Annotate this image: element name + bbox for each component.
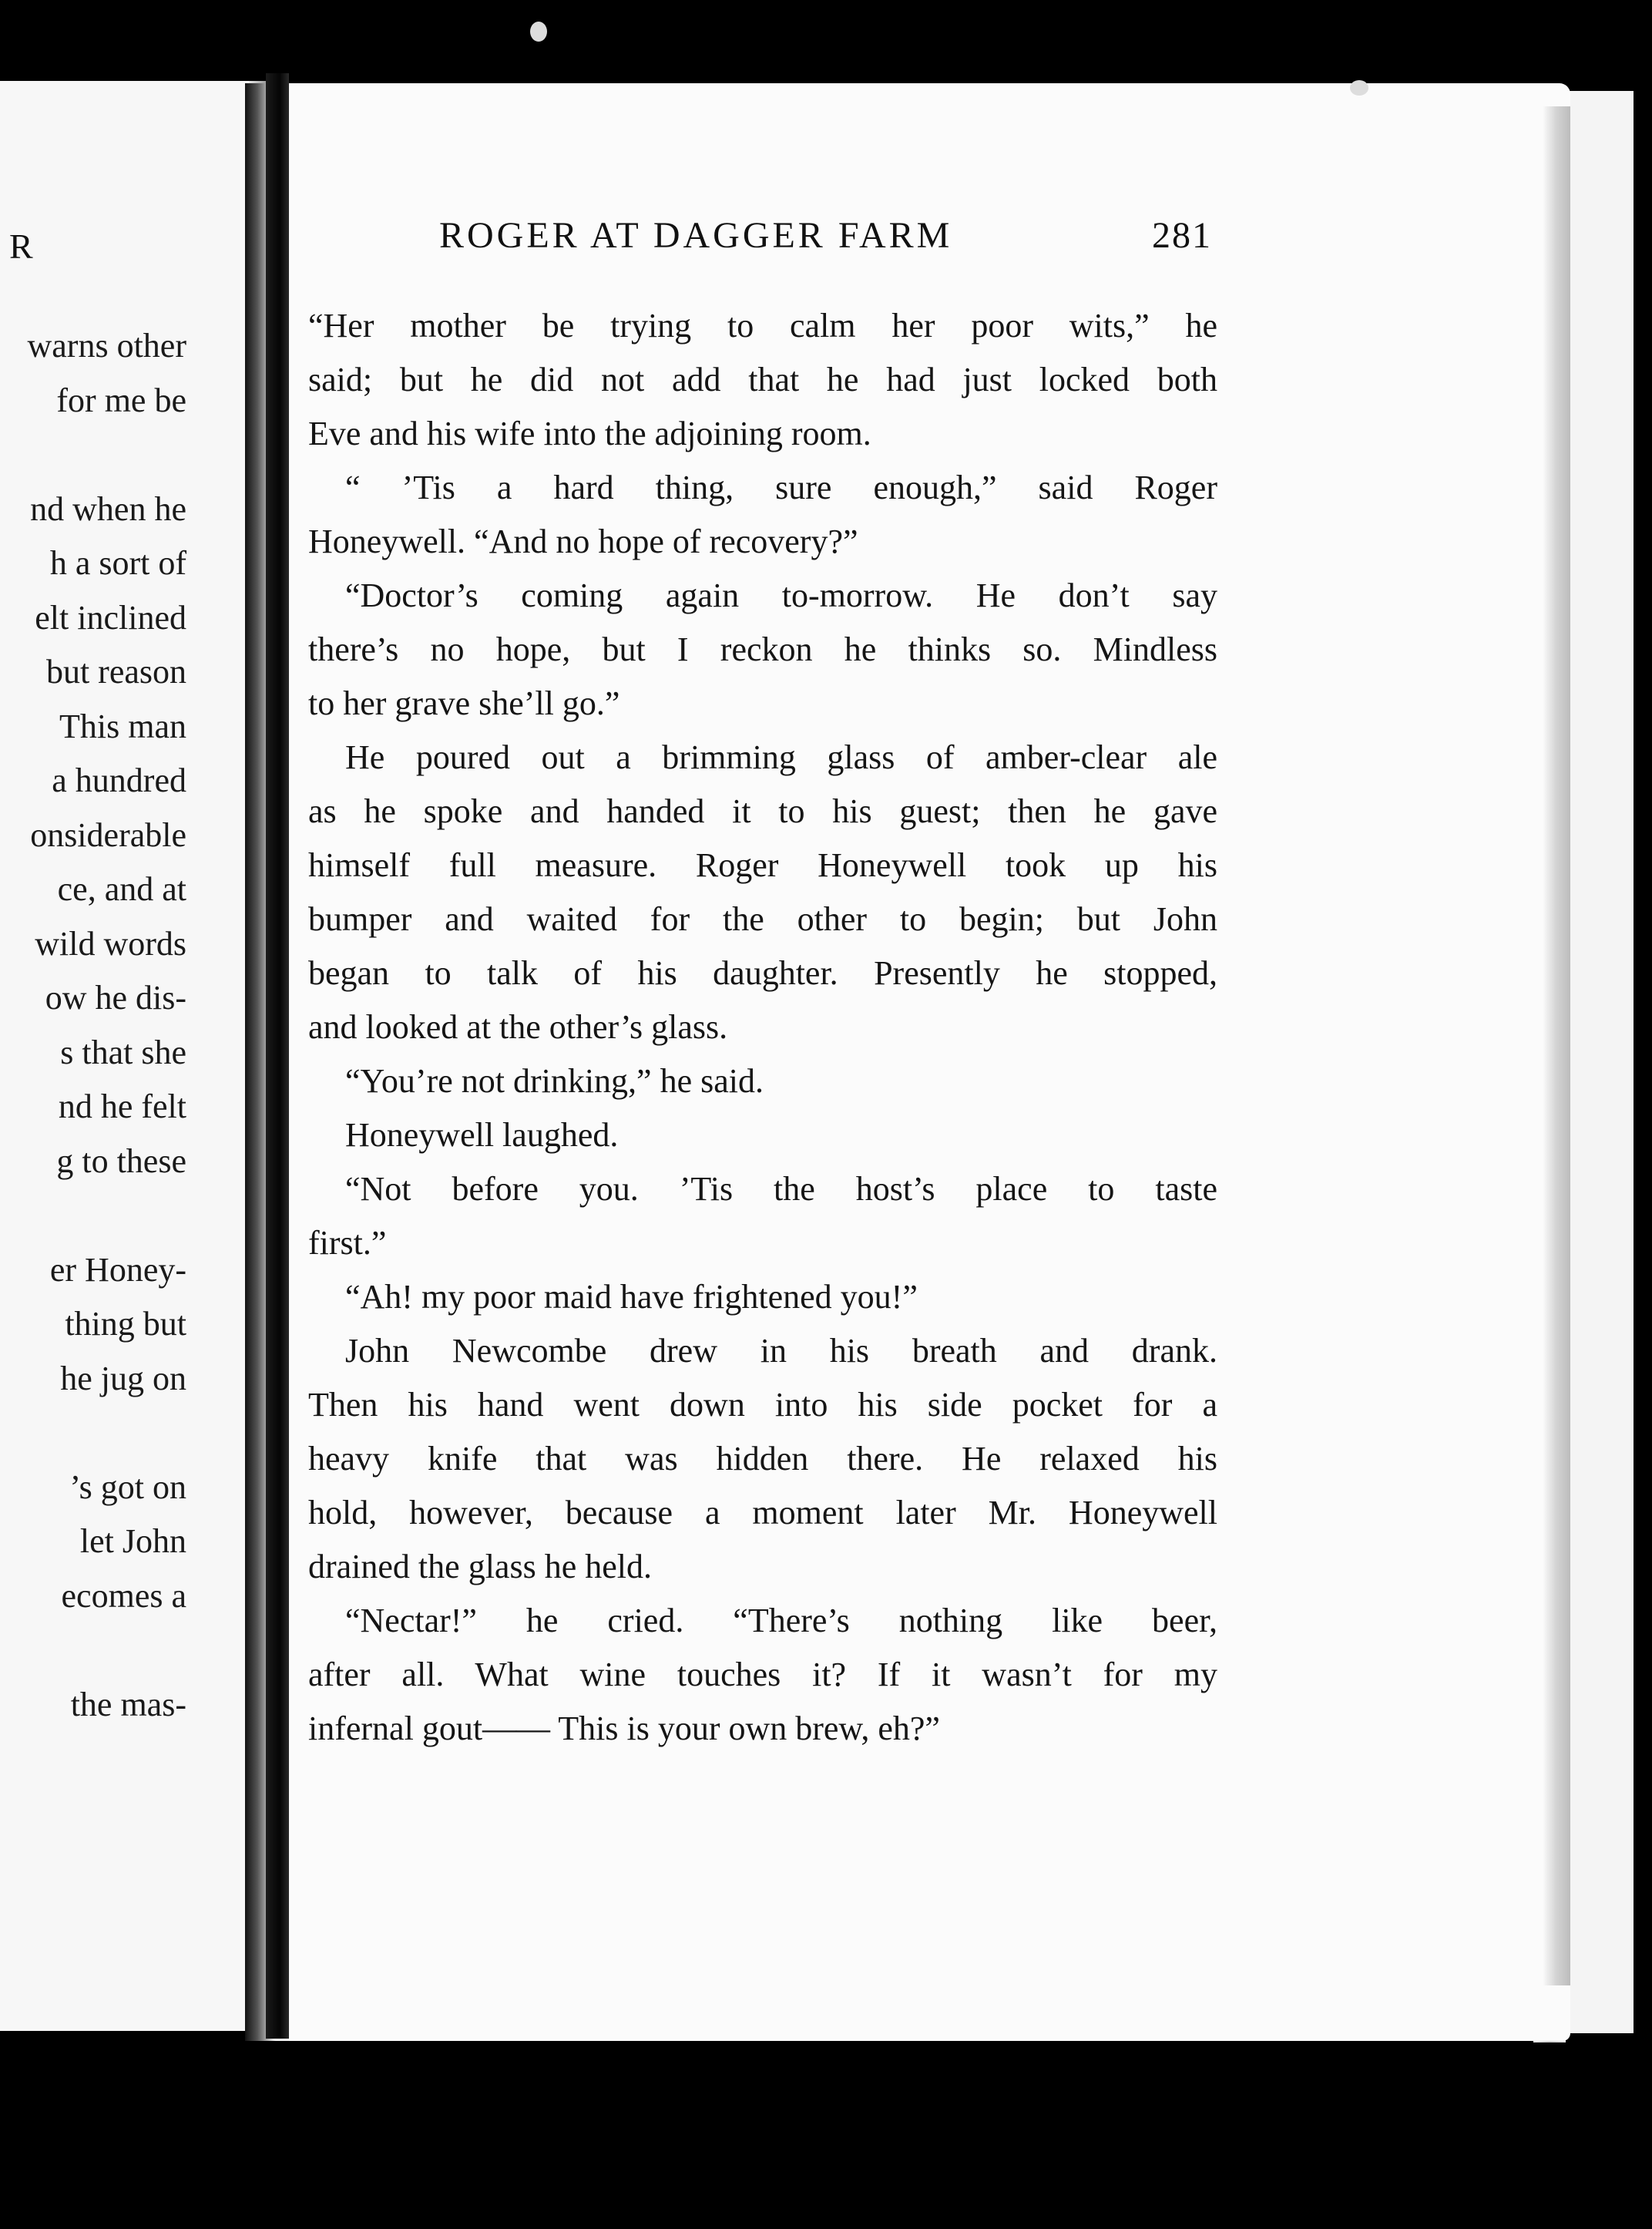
page-edge-shadow xyxy=(1543,106,1570,1985)
text-line: began to talk of his daughter. Presently he stopped, xyxy=(308,954,1217,992)
left-running-head-fragment: R xyxy=(9,227,35,266)
left-page-line-fragment: onsiderable xyxy=(30,815,186,854)
left-page-line-fragment: warns other xyxy=(27,327,186,365)
text-line: heavy knife that was hidden there. He relaxed his xyxy=(308,1440,1217,1478)
text-line: first.” xyxy=(308,1224,387,1262)
body-text xyxy=(308,299,1217,1756)
text-line: “You’re not drinking,” he said. xyxy=(345,1062,764,1100)
left-page-line-fragment: er Honey- xyxy=(49,1250,186,1289)
left-page-line-fragment: g to these xyxy=(56,1141,186,1180)
text-line: Honeywell laughed. xyxy=(345,1116,619,1154)
left-facing-page xyxy=(0,81,266,2031)
left-page-line-fragment: ce, and at xyxy=(57,870,186,908)
text-line: Eve and his wife into the adjoining room. xyxy=(308,415,871,452)
left-page-line-fragment: he jug on xyxy=(60,1359,186,1397)
text-line: himself full measure. Roger Honeywell took up his xyxy=(308,846,1217,884)
left-page-line-fragment: wild words xyxy=(35,924,186,963)
text-line: John Newcombe drew in his breath and drank. xyxy=(345,1332,1217,1370)
text-line: “ ’Tis a hard thing, sure enough,” said Roger xyxy=(345,469,1217,506)
left-page-line-fragment: thing but xyxy=(65,1305,186,1343)
text-line: “Nectar!” he cried. “There’s nothing like beer, xyxy=(345,1602,1217,1639)
left-page-line-fragment: nd when he xyxy=(30,489,186,528)
left-page-line-fragment: a hundred xyxy=(52,761,186,799)
text-line: “Not before you. ’Tis the host’s place to taste xyxy=(345,1170,1217,1208)
scan-speck xyxy=(530,22,547,42)
text-line: “Ah! my poor maid have frightened you!” xyxy=(345,1278,918,1316)
text-line: hold, however, because a moment later Mr. Honeywell xyxy=(308,1494,1217,1531)
text-line: there’s no hope, but I reckon he thinks so. Mindless xyxy=(308,630,1217,668)
text-line: Honeywell. “And no hope of recovery?” xyxy=(308,523,858,560)
scan-speck xyxy=(1350,80,1368,96)
text-line: “Doctor’s coming again to-morrow. He don’t say xyxy=(345,577,1217,614)
running-head-title: ROGER AT DAGGER FARM xyxy=(439,215,953,256)
left-page-line-fragment: h a sort of xyxy=(49,544,186,582)
text-line: He poured out a brimming glass of amber-clear ale xyxy=(345,738,1217,776)
left-page-line-fragment: for me be xyxy=(56,381,186,419)
left-page-line-fragment: ecomes a xyxy=(61,1576,186,1615)
text-line: bumper and waited for the other to begin; but John xyxy=(308,900,1217,938)
text-line: said; but he did not add that he had just locked both xyxy=(308,361,1217,398)
text-line: as he spoke and handed it to his guest; then he gave xyxy=(308,792,1217,830)
left-page-line-fragment: the mas- xyxy=(70,1685,186,1723)
left-page-line-fragment: nd he felt xyxy=(58,1088,186,1125)
left-page-line-fragment: elt inclined xyxy=(35,598,186,637)
book-binding xyxy=(266,73,289,2039)
text-line: to her grave she’ll go.” xyxy=(308,684,620,722)
left-page-text-fragments xyxy=(0,81,247,2031)
text-line: drained the glass he held. xyxy=(308,1548,652,1585)
text-line: and looked at the other’s glass. xyxy=(308,1008,728,1046)
page-number: 281 xyxy=(1152,215,1212,256)
left-page-line-fragment: This man xyxy=(59,707,186,745)
text-line: “Her mother be trying to calm her poor wits,” he xyxy=(308,307,1217,345)
left-page-line-fragment: ’s got on xyxy=(69,1468,186,1506)
text-line: infernal gout—— This is your own brew, eh?” xyxy=(308,1710,940,1747)
running-head xyxy=(439,214,1210,268)
left-page-line-fragment: let John xyxy=(79,1522,186,1560)
text-line: Then his hand went down into his side pocket for a xyxy=(308,1386,1217,1424)
left-page-line-fragment: ow he dis- xyxy=(45,979,186,1017)
text-line: after all. What wine touches it? If it wasn’t for my xyxy=(308,1656,1217,1693)
left-page-line-fragment: but reason xyxy=(45,653,186,691)
left-page-line-fragment: s that she xyxy=(60,1033,186,1071)
